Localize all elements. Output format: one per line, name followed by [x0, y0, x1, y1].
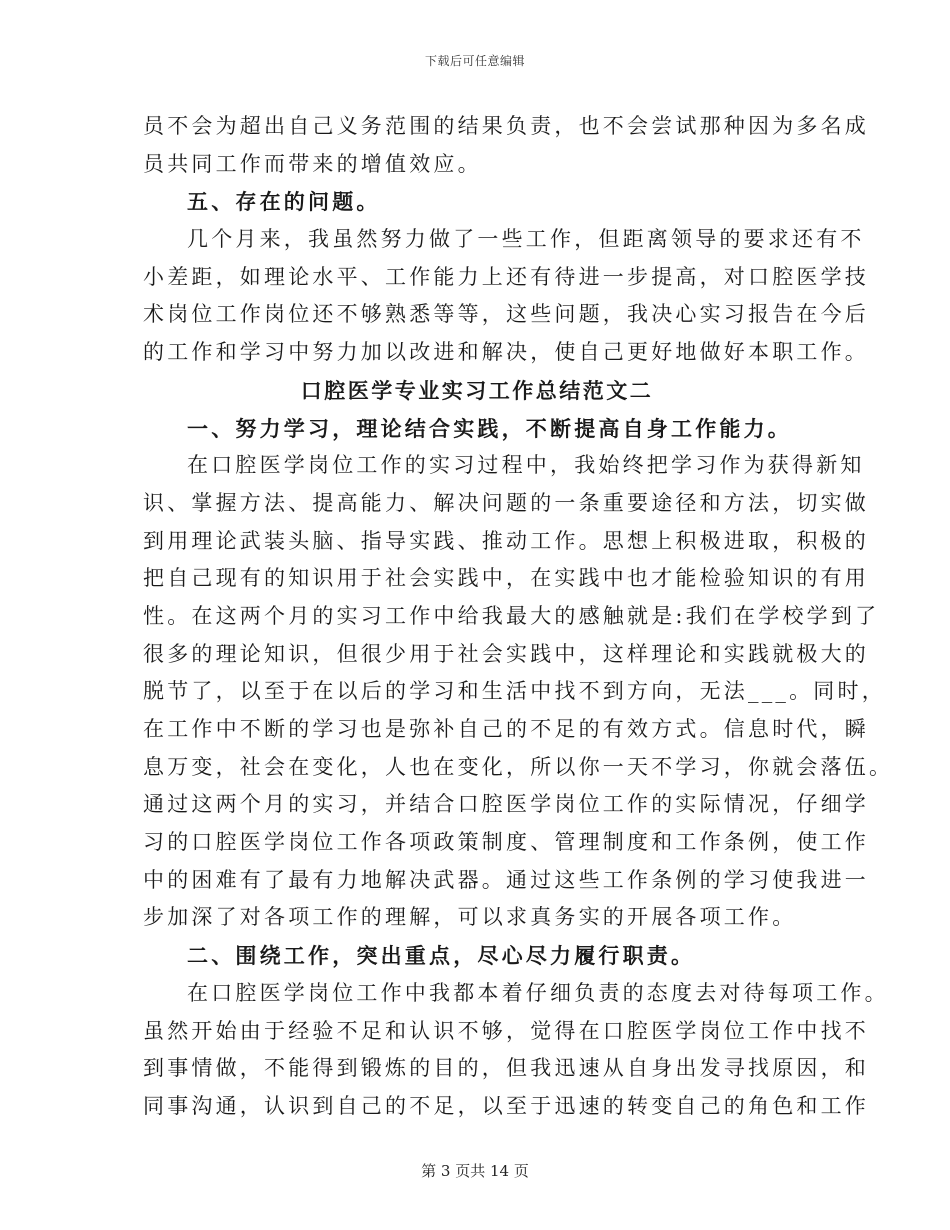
text-line: 把自己现有的知识用于社会实践中，在实践中也才能检验知识的有用	[143, 566, 869, 591]
text-line: 员共同工作而带来的增值效应。	[143, 151, 482, 176]
section-title: 口腔医学专业实习工作总结范文二	[300, 377, 654, 403]
text-line: 识、掌握方法、提高能力、解决问题的一条重要途径和方法，切实做	[143, 490, 869, 515]
text-line: 性。在这两个月的实习工作中给我最大的感触就是:我们在学校学到了	[143, 603, 880, 628]
text-line: 同事沟通，认识到自己的不足，以至于迅速的转变自己的角色和工作	[143, 1093, 869, 1118]
section-heading: 五、存在的问题。	[187, 189, 381, 215]
text-line: 几个月来，我虽然努力做了一些工作，但距离领导的要求还有不	[187, 227, 865, 252]
text-line: 术岗位工作岗位还不够熟悉等等，这些问题，我决心实习报告在今后	[143, 302, 869, 327]
text-line: 在工作中不断的学习也是弥补自己的不足的有效方式。信息时代，瞬	[143, 717, 869, 741]
text-line: 小差距，如理论水平、工作能力上还有待进一步提高，对口腔医学技	[143, 264, 869, 289]
text-line: 脱节了，以至于在以后的学习和生活中找不到方向，无法___。同时，	[143, 679, 886, 704]
text-line: 习的口腔医学岗位工作各项政策制度、管理制度和工作条例，使工作	[143, 830, 869, 855]
text-line: 中的困难有了最有力地解决武器。通过这些工作条例的学习使我进一	[143, 867, 869, 892]
text-line: 员不会为超出自己义务范围的结果负责，也不会尝试那种因为多名成	[143, 114, 869, 138]
text-line: 到用理论武装头脑、指导实践、推动工作。思想上积极进取，积极的	[143, 528, 869, 553]
text-line: 虽然开始由于经验不足和认识不够，觉得在口腔医学岗位工作中找不	[143, 1018, 869, 1043]
section-heading: 一、努力学习，理论结合实践，不断提高自身工作能力。	[187, 415, 792, 441]
text-line: 通过这两个月的实习，并结合口腔医学岗位工作的实际情况，仔细学	[143, 792, 869, 817]
document-body	[143, 108, 894, 1126]
page-footer: 第 3 页共 14 页	[421, 1162, 529, 1180]
text-line: 在口腔医学岗位工作的实习过程中，我始终把学习作为获得新知	[187, 453, 865, 478]
text-line: 的工作和学习中努力加以改进和解决，使自己更好地做好本职工作。	[143, 340, 869, 365]
text-line: 到事情做，不能得到锻炼的目的，但我迅速从自身出发寻找原因，和	[143, 1056, 869, 1081]
page-header: 下载后可任意编辑	[424, 54, 525, 68]
text-line: 步加深了对各项工作的理解，可以求真务实的开展各项工作。	[143, 905, 797, 930]
text-line: 在口腔医学岗位工作中我都本着仔细负责的态度去对待每项工作。	[187, 980, 889, 1005]
text-line: 息万变，社会在变化，人也在变化，所以你一天不学习，你就会落伍。	[143, 754, 894, 779]
section-heading: 二、围绕工作，突出重点，尽心尽力履行职责。	[187, 943, 696, 969]
text-line: 很多的理论知识，但很少用于社会实践中，这样理论和实践就极大的	[143, 641, 869, 666]
